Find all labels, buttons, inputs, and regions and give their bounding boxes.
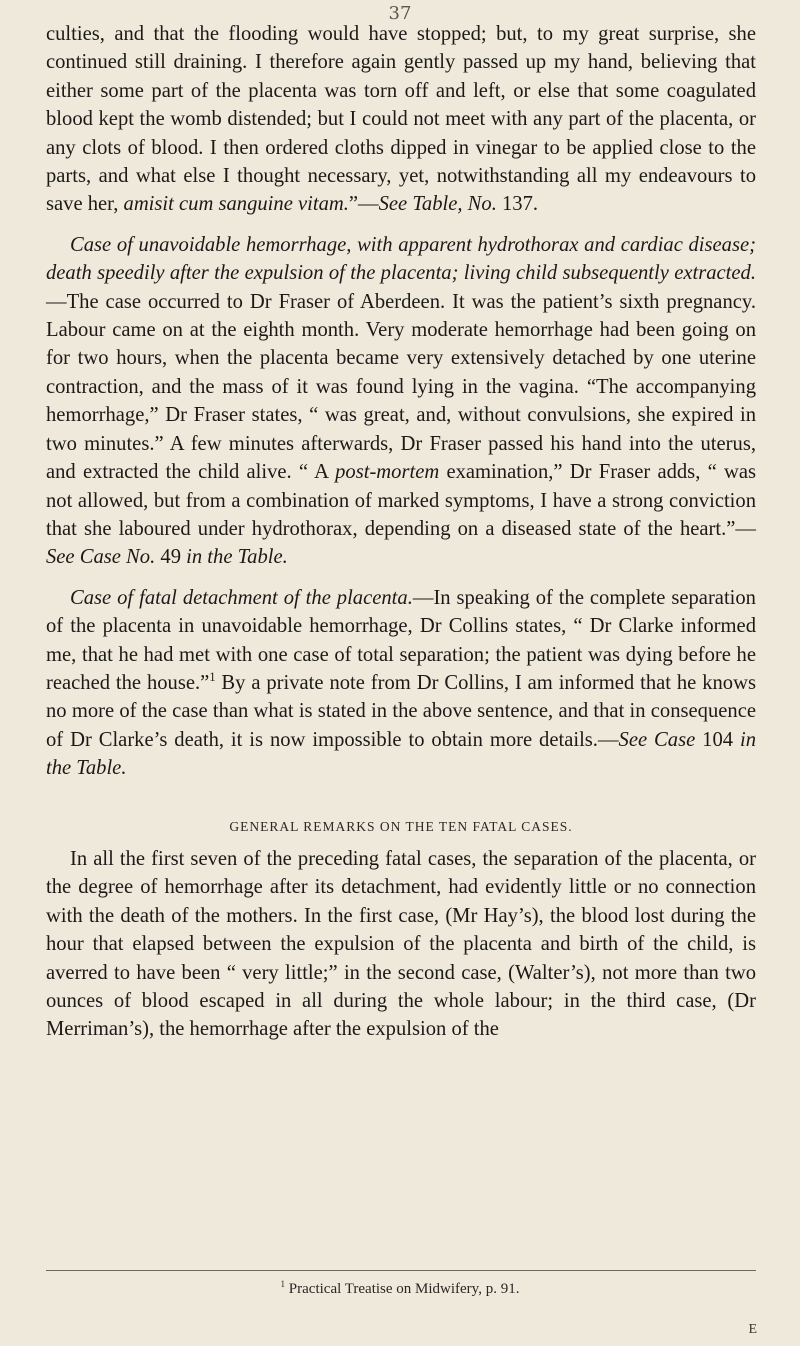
text-run: By a private note from Dr Collins, I am informed that he knows no more of the case than what is stated in the above sentence, and that in consequence of Dr Clarke’s death, it is now impossible to obtain more details.— [46, 671, 756, 751]
body-text [46, 20, 756, 1044]
text-run: culties, and that the flooding would have stopped; but, to my great surprise, she continued still draining. I therefore again gently passed up my hand, believing that either some part of the placenta was torn off and left, or else that some coagulated blood kept the womb distended; but I could not meet with any part of the placenta, or any clots of blood. I then ordered cloths dipped in vinegar to be applied close to the parts, and what else I thought necessary, yet, notwithstanding all my endeavours to save her, [46, 23, 756, 216]
text-run: 49 [155, 546, 187, 569]
text-run: examination,” Dr Fraser adds, “ was not allowed, but from a combination of marked symptoms, I have a strong conviction that she laboured under hydrothorax, depending on a diseased state of the heart.”— [46, 461, 756, 540]
paragraph-case-hydrothorax [46, 231, 756, 572]
footnote-marker: 1 [280, 1279, 286, 1289]
text-run: post-mortem [335, 461, 440, 484]
text-run: See Case [618, 728, 696, 751]
page-number: 37 [388, 3, 412, 24]
text-run: 104 [695, 728, 740, 751]
footnote [0, 1281, 800, 1298]
paragraph-general-remarks: In all the first seven of the preceding fatal cases, the separation of the placenta, or the degree of hemorrhage after its detachment, had evidently little or no connection with the death of the mothers. In the first case, (Mr Hay’s), the blood lost during the hour that elapsed between the expulsion of the placenta and birth of the child, is averred to have been “ very little;” in the second case, (Walter’s), not more than two ounces of blood escaped in all during the whole labour; in the third case, (Dr Merriman’s), the hemorrhage after the expulsion of the [46, 847, 756, 1041]
paragraph-case-fatal-detachment [46, 584, 756, 783]
text-run: Case of unavoidable hemorrhage, with apparent hydrothorax and cardiac disease; death speedily after the expulsion of the placenta; living child subsequently extracted. [46, 233, 756, 285]
text-run: See Case No. [46, 546, 156, 569]
text-run: Case of fatal detachment of the placenta. [70, 586, 413, 609]
text-run: amisit cum sanguine vitam. [123, 193, 349, 216]
text-run: 137. [496, 193, 539, 216]
section-heading: GENERAL REMARKS ON THE TEN FATAL CASES. [229, 818, 573, 834]
footnote-divider [46, 1270, 756, 1271]
paragraph-continued-case [46, 20, 756, 219]
text-run: in the Table. [186, 546, 288, 569]
signature-mark: E [748, 1322, 757, 1337]
footnote-reference: 1 [209, 670, 216, 685]
text-run: ”— [348, 193, 379, 216]
text-run: in the Table. [46, 728, 756, 780]
footnote-text: Practical Treatise on Midwifery, p. 91. [288, 1281, 520, 1297]
text-run: —The case occurred to Dr Fraser of Aberdeen. It was the patient’s sixth pregnancy. Labour came on at the eighth month. Very moderate hemorrhage had been going on for two hours, when the placenta became very extensively detached by one uterine contraction, and the mass of it was found lying in the vagina. “The accompanying hemorrhage,” Dr Fraser states, “ was great, and, without convulsions, she expired in two minutes.” A few minutes afterwards, Dr Fraser passed his hand into the uterus, and extracted the child alive. “ A [46, 290, 756, 484]
text-run: See Table, No. [378, 193, 497, 216]
text-run: —In speaking of the complete separation of the placenta in unavoidable hemorrhage, Dr Collins states, “ Dr Clarke informed me, that he had met with one case of total separation; the patient was dying before he reached the house.” [46, 586, 756, 694]
